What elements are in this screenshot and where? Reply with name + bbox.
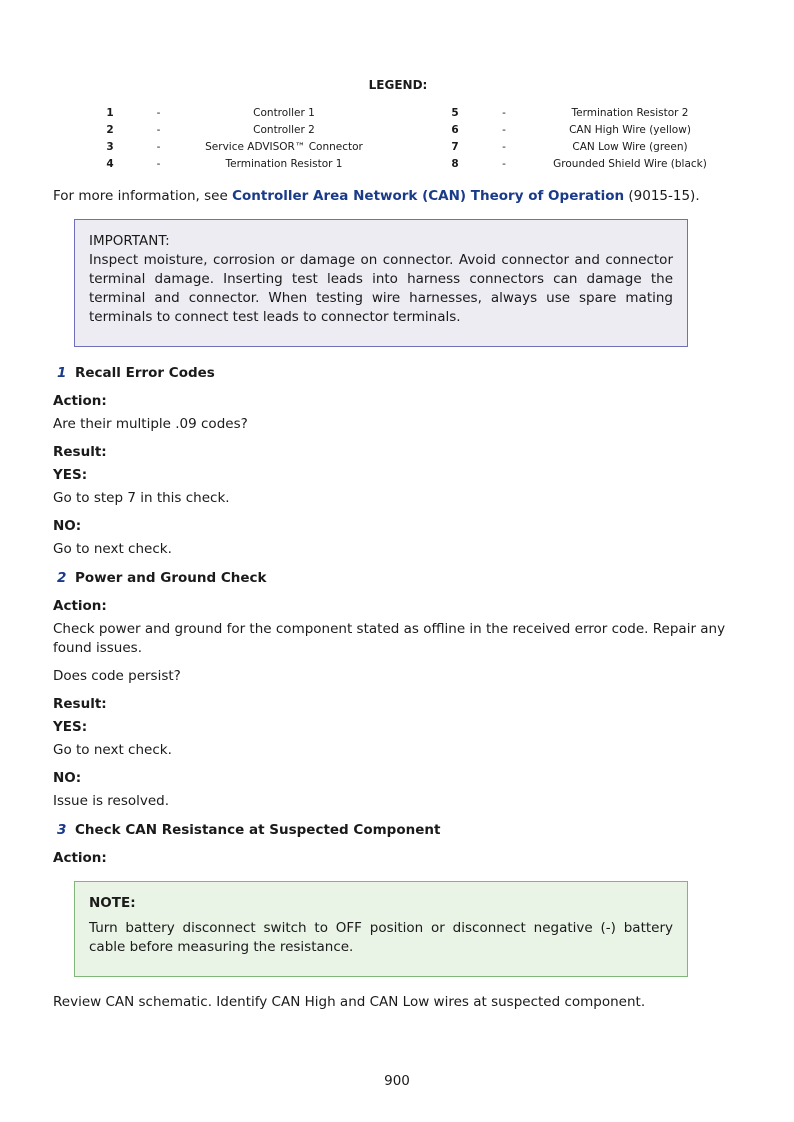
step-1-number: 1 — [57, 365, 67, 381]
legend-gap — [382, 155, 432, 172]
step-1-yes: Go to step 7 in this check. — [53, 490, 230, 506]
legend-number: 2 — [106, 123, 114, 136]
note-label: NOTE: — [89, 895, 136, 911]
legend-dash: - — [156, 106, 161, 119]
step-2-title: Power and Ground Check — [75, 570, 267, 586]
important-box — [74, 219, 688, 347]
step-1-heading — [53, 364, 215, 383]
legend-title: LEGEND: — [368, 78, 428, 92]
step-2-heading — [53, 569, 267, 588]
step-1-action: Are their multiple .09 codes? — [53, 416, 248, 432]
step-3-number: 3 — [57, 822, 67, 838]
legend-description: Service ADVISOR™ Connector — [205, 140, 363, 153]
legend-number: 1 — [106, 106, 114, 119]
legend-number: 4 — [106, 157, 114, 170]
legend-gap — [382, 121, 432, 138]
step-1-no: Go to next check. — [53, 541, 172, 557]
legend-row — [89, 104, 730, 121]
legend-description: CAN High Wire (yellow) — [569, 123, 691, 136]
step-1-yes-label: YES: — [53, 467, 88, 483]
important-label: IMPORTANT: — [89, 233, 170, 249]
legend-row — [89, 138, 730, 155]
page-number: 900 — [384, 1073, 410, 1089]
legend-dash: - — [156, 157, 161, 170]
legend-dash: - — [156, 123, 161, 136]
legend-number: 5 — [451, 106, 459, 119]
review-text: Review CAN schematic. Identify CAN High and CAN Low wires at suspected component. — [53, 994, 646, 1010]
legend-gap — [382, 104, 432, 121]
can-theory-link[interactable]: Controller Area Network (CAN) Theory of Operation — [232, 188, 625, 204]
step-2-question: Does code persist? — [53, 668, 181, 684]
legend-row — [89, 155, 730, 172]
step-2-yes: Go to next check. — [53, 742, 172, 758]
step-1-title: Recall Error Codes — [75, 365, 215, 381]
legend-description: Termination Resistor 2 — [571, 106, 689, 119]
step-2-action: Check power and ground for the component stated as offline in the received error code. Repair any found issues. — [53, 621, 726, 656]
legend-number: 3 — [106, 140, 114, 153]
step-2-yes-label: YES: — [53, 719, 88, 735]
step-1-result-label: Result: — [53, 444, 107, 460]
step-2-number: 2 — [57, 570, 67, 586]
step-1-action-label: Action: — [53, 393, 107, 409]
step-2-no: Issue is resolved. — [53, 793, 170, 809]
important-text: Inspect moisture, corrosion or damage on connector. Avoid connector and connector terminal damage. Inserting test leads into harness connectors can damage the terminal and connector. When testing wire harnesses, always use spare mating terminals to connect test leads to connector terminals. — [89, 252, 673, 325]
legend-description: Controller 2 — [253, 123, 315, 136]
legend-row — [89, 121, 730, 138]
step-3-heading — [53, 821, 440, 840]
step-1-no-label: NO: — [53, 518, 82, 534]
legend-gap — [382, 138, 432, 155]
legend-table — [89, 104, 730, 172]
legend-dash: - — [502, 106, 506, 119]
legend-dash: - — [502, 123, 506, 136]
legend-number: 7 — [451, 140, 459, 153]
step-2-no-label: NO: — [53, 770, 82, 786]
legend-number: 6 — [451, 123, 459, 136]
legend-description: Termination Resistor 1 — [225, 157, 343, 170]
legend-dash: - — [156, 140, 161, 153]
legend-dash: - — [502, 157, 506, 170]
step-3-title: Check CAN Resistance at Suspected Component — [75, 822, 441, 838]
legend-number: 8 — [451, 157, 459, 170]
note-box — [74, 881, 688, 977]
step-2-action-label: Action: — [53, 598, 107, 614]
note-text: Turn battery disconnect switch to OFF position or disconnect negative (-) battery cable before measuring the resistance. — [89, 920, 673, 955]
legend-description: CAN Low Wire (green) — [572, 140, 688, 153]
legend-dash: - — [502, 140, 506, 153]
legend-description: Grounded Shield Wire (black) — [553, 157, 707, 170]
step-3-action-label: Action: — [53, 850, 107, 866]
more-info-line: For more information, see Controller Area Network (CAN) Theory of Operation (9015-15). — [53, 188, 700, 204]
legend-description: Controller 1 — [253, 106, 315, 119]
step-2-result-label: Result: — [53, 696, 107, 712]
